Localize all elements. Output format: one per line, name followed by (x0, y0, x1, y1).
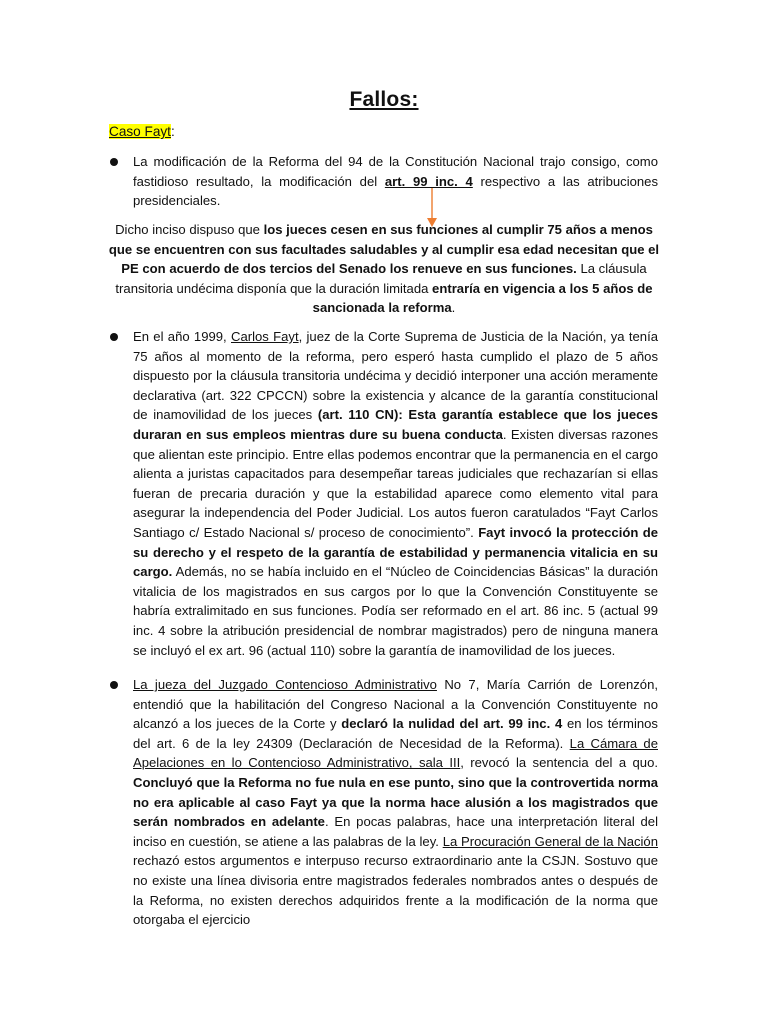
paragraph-reforma (133, 152, 658, 211)
text-run: . (451, 300, 456, 316)
text-run: en los términos del art. 6 de la ley 24309 (Declaración de Necesidad de la Reforma). (133, 716, 658, 751)
page-title: Fallos: (349, 88, 419, 111)
bold-text: los jueces cesen en sus funciones al cumplir 75 años a menos que se encuentren con sus facultades saludables y al cumplir esa edad necesitan que el PE con acuerdo de dos tercios del Senado los renueve en sus funciones. (108, 222, 660, 277)
bold-text: (art. 110 CN): Esta garantía establece que los jueces duraran en sus empleos mientras dure su buena conducta (133, 407, 658, 442)
text-run: . En pocas palabras, hace una interpretación literal del inciso en cuestión, se atiene a las palabras de la ley. (133, 814, 658, 849)
case-label: Caso Fayt (109, 124, 171, 139)
bullet-icon (110, 681, 118, 689)
text-run: , juez de la Corte Suprema de Justicia de la Nación, ya tenía 75 años al momento de la reforma, pero esperó hasta cumplido el plazo de 5 años dispuesto por la cláusula transitoria undécima y decidió interponer una acción meramente declarativa (art. 322 CPCCN) sobre la existencia y alcance de la garantía constitucional de inamovilidad de los jueces (133, 329, 658, 423)
text-run: En el año 1999, (133, 329, 231, 344)
article-reference: art. 99 inc. 4 (384, 173, 473, 189)
paragraph-jueza (133, 675, 658, 930)
bold-text: Fayt invocó la protección de su derecho y el respeto de la garantía de estabilidad y permanencia vitalicia en su cargo. (133, 524, 658, 580)
bold-text: declaró la nulidad del art. 99 inc. 4 (341, 716, 563, 732)
text-run: respectivo a las atribuciones presidenciales. (133, 173, 658, 209)
case-colon: : (170, 124, 175, 139)
underlined-name: Carlos Fayt (231, 329, 299, 344)
bullet-icon (110, 333, 118, 341)
text-run: rechazó estos argumentos e interpuso recurso extraordinario ante la CSJN. Sostuvo que no existe una línea divisoria entre magistrados federales nombrados antes o después de la Reforma, no existen derechos adquiridos frente a la modificación de la norma que otorgaba el ejercicio (133, 853, 658, 928)
case-heading (109, 124, 175, 139)
text-run: , revocó la sentencia del a quo. (460, 755, 658, 771)
text-run: . Existen diversas razones que alientan este principio. Entre ellas podemos encontrar que la permanencia en el cargo alienta a juristas capacitados para desempeñar tareas judiciales que rechazarían si ellas fueran de precaria duración y que la estabilidad aparece como elemento vital para asegurar la independencia del Poder Judicial. Los autos fueron caratulados “Fayt Carlos Santiago c/ Estado Nacional s/ proceso de conocimiento”. (133, 426, 658, 540)
underlined-court: La Procuración General de la Nación (442, 833, 659, 849)
bold-text: entraría en vigencia a los 5 años de sancionada la reforma (312, 280, 653, 316)
text-run: Dicho inciso dispuso que (115, 222, 264, 237)
underlined-court: La Cámara de Apelaciones en lo Contencioso Administrativo, sala III (133, 735, 658, 771)
bullet-icon (110, 158, 118, 166)
centered-paragraph (108, 220, 660, 318)
text-run: Además, no se había incluido en el “Núcleo de Coincidencias Básicas” la duración vitalicia de los magistrados en sus cargos por lo que la Convención Constituyente se habría extralimitado en sus funciones. Podía ser reformado en el art. 86 inc. 5 (actual 99 inc. 4 sobre la atribución presidencial de nombrar magistrados) pero de ninguna manera se incluyó el ex art. 96 (actual 110) sobre la garantía de inamovilidad de los jueces. (133, 564, 658, 658)
bold-text: Concluyó que la Reforma no fue nula en ese punto, sino que la controvertida norma no era aplicable al caso Fayt ya que la norma hace alusión a los magistrados que serán nombrados en adelante (133, 774, 658, 830)
text-run: La cláusula transitoria undécima disponía que la duración limitada (115, 261, 647, 296)
text-run: No 7, María Carrión de Lorenzón, entendió que la habilitación del Congreso Nacional a la Convención Constituyente no alcanzó a los jueces de la Corte y (133, 677, 658, 732)
paragraph-fayt (133, 327, 658, 660)
underlined-court: La jueza del Juzgado Contencioso Administrativo (133, 677, 437, 692)
text-run: La modificación de la Reforma del 94 de la Constitución Nacional trajo consigo, como fastidioso resultado, la modificación del (133, 154, 658, 189)
